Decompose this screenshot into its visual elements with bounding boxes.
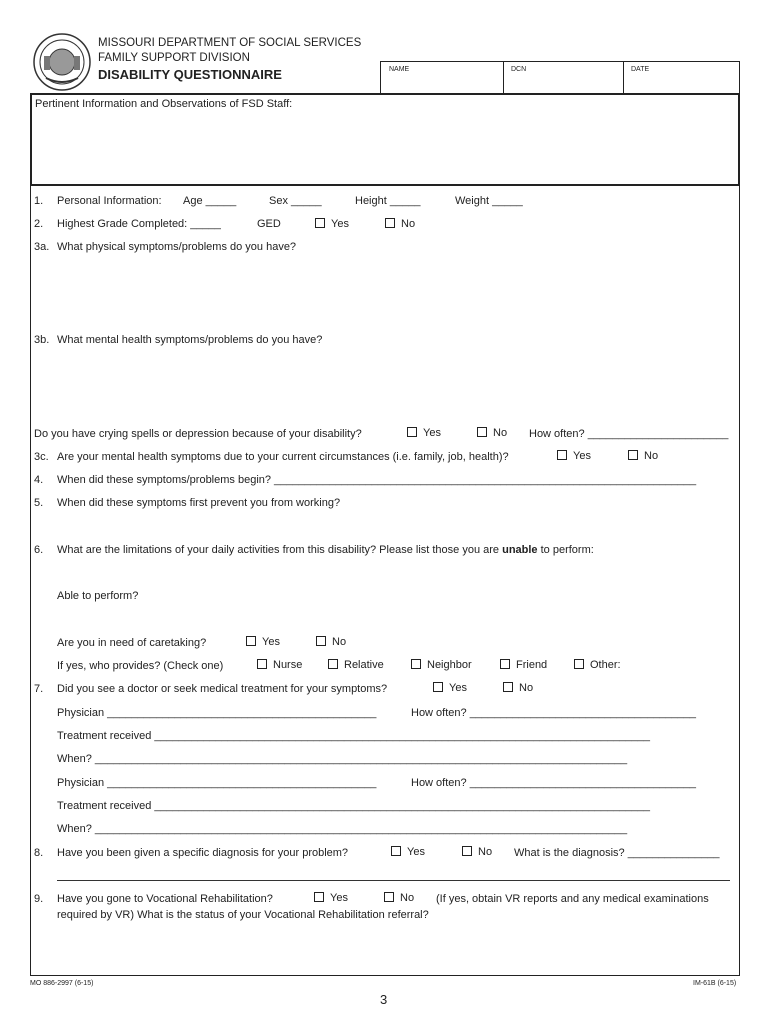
checkbox[interactable] [315,218,325,228]
state-seal [32,32,92,92]
q7-yes[interactable] [433,682,467,694]
checkbox[interactable] [574,659,584,669]
checkbox[interactable] [384,892,394,902]
when-field-2[interactable]: When? _______________________________________________________________________________________ [57,823,628,835]
option-label: Nurse [273,659,303,671]
q3a-label: What physical symptoms/problems do you have? [57,241,297,253]
department-name: MISSOURI DEPARTMENT OF SOCIAL SERVICES [98,37,362,49]
checkbox[interactable] [628,450,638,460]
q1-number: 1. [34,195,44,207]
caretaker-nurse[interactable] [257,659,302,671]
q9-label: Have you gone to Vocational Rehabilitation? [57,893,273,905]
q3c-number: 3c. [34,451,49,463]
ged-yes[interactable] [315,218,349,230]
q6-label-text: What are the limitations of your daily activities from this disability? Please list those you are [57,544,503,556]
q5-label: When did these symptoms first prevent you from working? [57,497,341,509]
checkbox[interactable] [433,682,443,692]
option-label: Neighbor [427,659,472,671]
q6-label [57,544,594,556]
option-label: Friend [516,659,548,671]
checkbox[interactable] [385,218,395,228]
q5-number: 5. [34,497,44,509]
dcn-field[interactable] [503,62,624,95]
q3b-number: 3b. [34,334,50,346]
q2-number: 2. [34,218,44,230]
q8-label: Have you been given a specific diagnosis for your problem? [57,847,349,859]
option-label: No [332,636,347,648]
form-number: MO 886-2997 (6-15) [30,980,94,987]
q9-status-label: required by VR) What is the status of your Vocational Rehabilitation referral? [57,909,429,921]
option-label: No [478,846,493,858]
caretaking-yes[interactable] [246,636,280,648]
q8-number: 8. [34,847,44,859]
q7-label: Did you see a doctor or seek medical treatment for your symptoms? [57,683,388,695]
q9-number: 9. [34,893,44,905]
diagnosis-continuation-line[interactable] [57,880,730,881]
when-field-1[interactable]: When? _______________________________________________________________________________________ [57,753,628,765]
option-label: Other: [590,659,621,671]
caretaker-relative[interactable] [328,659,384,671]
option-label: Yes [407,846,425,858]
option-label: Yes [449,682,467,694]
checkbox[interactable] [391,846,401,856]
page-number: 3 [380,992,388,1007]
checkbox[interactable] [411,659,421,669]
q7-no[interactable] [503,682,533,694]
q7-number: 7. [34,683,44,695]
option-label: No [519,682,534,694]
checkbox[interactable] [477,427,487,437]
able-to-perform-label: Able to perform? [57,590,139,602]
grade-field[interactable]: Highest Grade Completed: _____ [57,218,221,230]
checkbox[interactable] [316,636,326,646]
caretaker-label: If yes, who provides? (Check one) [57,660,224,672]
crying-yes[interactable] [407,427,441,439]
option-label: Yes [262,636,280,648]
physician-field-1[interactable]: Physician ____________________________________________ [57,707,377,719]
checkbox[interactable] [462,846,472,856]
date-field[interactable] [623,62,739,95]
division-name: FAMILY SUPPORT DIVISION [98,52,250,64]
q3c-label: Are your mental health symptoms due to your current circumstances (i.e. family, job, health)? [57,451,509,463]
q8-yes[interactable] [391,846,425,858]
how-often-field-2[interactable]: How often? _____________________________________ [411,777,697,789]
checkbox[interactable] [246,636,256,646]
crying-how-often[interactable]: How often? _______________________ [529,428,729,440]
ged-no[interactable] [385,218,415,230]
caretaker-friend[interactable] [500,659,547,671]
treatment-field-2[interactable]: Treatment received _________________________________________________________________________________ [57,800,650,812]
q3b-label: What mental health symptoms/problems do you have? [57,334,323,346]
im-number: IM-61B (6-15) [693,980,737,987]
q3c-yes[interactable] [557,450,591,462]
caretaker-neighbor[interactable] [411,659,472,671]
height-field[interactable]: Height _____ [355,195,421,207]
q6-number: 6. [34,544,44,556]
crying-no[interactable] [477,427,507,439]
form-title: DISABILITY QUESTIONNAIRE [98,67,282,82]
q3c-no[interactable] [628,450,658,462]
caretaker-other[interactable] [574,659,621,671]
q6-label-emphasis: unable [502,544,538,556]
option-label: No [401,218,416,230]
checkbox[interactable] [314,892,324,902]
caretaking-no[interactable] [316,636,346,648]
checkbox[interactable] [407,427,417,437]
header-fields-box [380,61,740,94]
option-label: Relative [344,659,384,671]
option-label: No [493,427,508,439]
q9-yes[interactable] [314,892,348,904]
seal-icon [32,32,92,92]
treatment-field-1[interactable]: Treatment received _________________________________________________________________________________ [57,730,650,742]
diagnosis-field[interactable]: What is the diagnosis? _______________ [514,847,720,859]
q1-label: Personal Information: [57,195,162,207]
option-label: No [400,892,415,904]
option-label: Yes [423,427,441,439]
q8-no[interactable] [462,846,492,858]
staff-observations-box[interactable] [30,93,740,186]
weight-field[interactable]: Weight _____ [455,195,523,207]
option-label: Yes [330,892,348,904]
checkbox[interactable] [557,450,567,460]
q4-number: 4. [34,474,44,486]
staff-observations-label: Pertinent Information and Observations of FSD Staff: [35,98,293,110]
option-label: Yes [331,218,349,230]
q9-note: (If yes, obtain VR reports and any medical examinations [436,893,709,905]
physician-field-2[interactable]: Physician ____________________________________________ [57,777,377,789]
dcn-label: DCN [511,66,527,73]
ged-label: GED [257,218,281,230]
checkbox[interactable] [328,659,338,669]
q4-field[interactable]: When did these symptoms/problems begin? _____________________________________________________________________ [57,474,697,486]
checkbox[interactable] [503,682,513,692]
option-label: No [644,450,659,462]
how-often-field-1[interactable]: How often? _____________________________________ [411,707,697,719]
sex-field[interactable]: Sex _____ [269,195,322,207]
checkbox[interactable] [257,659,267,669]
q3a-number: 3a. [34,241,50,253]
name-field[interactable] [381,62,504,95]
checkbox[interactable] [500,659,510,669]
date-label: DATE [631,66,650,73]
option-label: Yes [573,450,591,462]
caretaking-label: Are you in need of caretaking? [57,637,207,649]
crying-label: Do you have crying spells or depression because of your disability? [34,428,362,440]
name-label: NAME [389,66,410,73]
q6-label-tail: to perform: [537,544,594,556]
age-field[interactable]: Age _____ [183,195,237,207]
q9-no[interactable] [384,892,414,904]
